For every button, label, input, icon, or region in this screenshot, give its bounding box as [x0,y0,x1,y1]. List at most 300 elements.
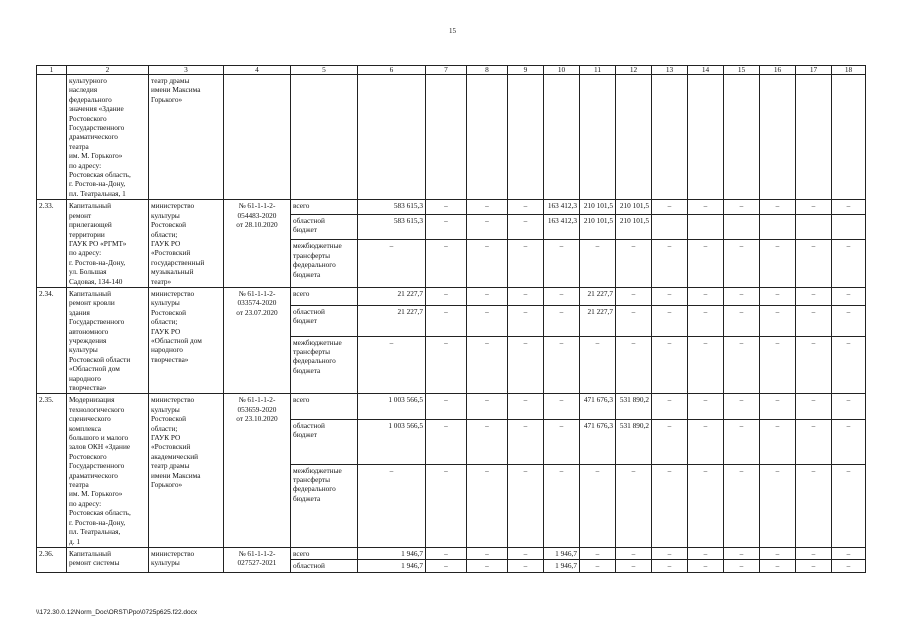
amount-cell: – [760,547,796,559]
amount-cell: 471 676,3 [580,419,616,464]
cell-line: № 61-1-1-2- [238,395,276,405]
column-header-7: 7 [426,66,467,75]
executor [149,287,224,393]
amount-cell: 210 101,5 [616,214,652,240]
cell-line: областной [293,561,325,571]
cell-line: министерство [151,201,195,211]
column-header-13: 13 [652,66,688,75]
empty-cell [760,75,796,200]
cell-line: сценического [69,414,111,424]
amount-cell: – [467,394,508,419]
cell-line: Горького» [151,480,183,490]
cell-line: пл. Театральная, 1 [69,188,126,198]
amount-cell: – [467,336,508,394]
amount-cell: – [688,464,724,547]
cell-line: Горького» [151,94,183,104]
amount-cell: – [796,240,832,288]
amount-cell: 21 227,7 [358,287,426,305]
amount-cell: – [760,560,796,572]
amount-cell [724,214,760,240]
row-number: 2.35. [37,394,67,548]
amount-cell: – [832,547,866,559]
cell-line: межбюджетные [293,241,342,251]
cell-line: академический [151,451,199,461]
executor [149,200,224,288]
table-row [37,547,866,559]
funding-source [291,560,358,572]
amount-cell: 21 227,7 [580,287,616,305]
column-header-12: 12 [616,66,652,75]
column-header-11: 11 [580,66,616,75]
amount-cell: 531 890,2 [616,394,652,419]
executor [149,394,224,548]
amount-cell: – [544,305,580,336]
empty-cell [508,75,544,200]
cell-line: театр драмы [151,461,190,471]
cell-line: им. М. Горького» [69,489,123,499]
cell-line: народного [69,373,101,383]
amount-cell: – [426,305,467,336]
cell-line: пл. Театральная, [69,527,121,537]
amount-cell: – [358,464,426,547]
amount-cell: – [544,394,580,419]
cell-line: Ростовской [151,220,187,230]
amount-cell: – [544,240,580,288]
amount-cell: – [724,394,760,419]
cell-line: Ростовской области [69,354,131,364]
amount-cell: – [508,200,544,215]
cell-line: области; [151,229,178,239]
funding-source [291,305,358,336]
amount-cell: – [467,464,508,547]
amount-cell: – [760,394,796,419]
table-row [37,287,866,305]
amount-cell: – [616,240,652,288]
column-header-10: 10 [544,66,580,75]
cell-line: ремонт системы [69,558,120,568]
cell-line: ГАУК РО [151,326,181,336]
cell-line: территории [69,229,105,239]
cell-line: бюджет [293,225,317,235]
cell-line: № 61-1-1-2- [238,548,276,558]
cell-line: всего [293,288,310,298]
amount-cell: – [796,287,832,305]
column-header-5: 5 [291,66,358,75]
empty-cell [224,75,291,200]
amount-cell: – [688,394,724,419]
cell-line: культуры [151,404,180,414]
cell-line: д. 1 [69,536,81,546]
footer-file-path: \\172.30.0.12\Norm_Doc\ORST\Ppo\0725p625.f22.docx [36,609,198,616]
amount-cell: – [652,560,688,572]
cell-line: министерство [151,548,195,558]
cell-line: Модернизация [69,395,115,405]
cell-line: 033574-2020 [237,298,277,308]
amount-cell: – [760,464,796,547]
cell-line: прилегающей [69,220,112,230]
empty-cell [832,75,866,200]
cell-line: ГАУК РО [151,433,181,443]
amount-cell: – [832,200,866,215]
cell-line: № 61-1-1-2- [238,201,276,211]
row-number [37,75,67,200]
cell-line: области; [151,423,178,433]
table-header [37,66,866,75]
amount-cell: – [796,394,832,419]
cell-line: Садовая, 134-140 [69,276,123,286]
cell-line: культуры [151,210,180,220]
amount-cell: – [688,336,724,394]
amount-cell: – [616,305,652,336]
amount-cell: – [724,336,760,394]
amount-cell: – [760,240,796,288]
amount-cell: – [652,305,688,336]
amount-cell: – [358,240,426,288]
amount-cell: – [358,336,426,394]
amount-cell: 1 946,7 [544,547,580,559]
funding-source [291,240,358,288]
column-header-6: 6 [358,66,426,75]
amount-cell: – [544,419,580,464]
amount-cell: – [760,305,796,336]
cell-line: «Областной дом [151,335,202,345]
amount-cell: – [724,419,760,464]
cell-line: технологического [69,404,125,414]
amount-cell: – [832,287,866,305]
table-body [37,75,866,573]
row-number: 2.34. [37,287,67,393]
cell-line: музыкальный [151,267,194,277]
column-header-3: 3 [149,66,224,75]
cell-line: межбюджетные [293,465,342,475]
cell-line: от 23.10.2020 [236,414,278,424]
amount-cell: – [760,336,796,394]
cell-line: театр» [151,276,172,286]
amount-cell: – [652,200,688,215]
column-header-4: 4 [224,66,291,75]
funding-source [291,287,358,305]
amount-cell: 163 412,3 [544,214,580,240]
cell-line: творчества» [151,354,189,364]
amount-cell: – [508,305,544,336]
empty-cell [616,75,652,200]
cell-line: Государственного [69,317,125,327]
amount-cell: – [832,394,866,419]
amount-cell: – [652,240,688,288]
cell-line: ГАУК РО [151,238,181,248]
amount-cell: – [467,200,508,215]
amount-cell [688,214,724,240]
amount-cell: – [832,419,866,464]
cell-line: трансферты [293,250,331,260]
column-header-18: 18 [832,66,866,75]
amount-cell: – [508,547,544,559]
amount-cell: – [688,560,724,572]
cell-line: от 23.07.2020 [236,307,278,317]
cell-line: г. Ростов-на-Дону, [69,517,126,527]
cell-line: области; [151,317,178,327]
amount-cell: – [426,214,467,240]
row-number: 2.36. [37,547,67,572]
amount-cell: 471 676,3 [580,394,616,419]
cell-line: культуры [151,558,180,568]
cell-line: Ростовской [151,307,187,317]
object-name [67,200,149,288]
funding-source [291,419,358,464]
column-header-8: 8 [467,66,508,75]
cell-line: бюджета [293,365,321,375]
column-header-14: 14 [688,66,724,75]
cell-line: ГАУК РО «РГМТ» [69,238,127,248]
cell-line: межбюджетные [293,337,342,347]
cell-line: бюджет [293,430,317,440]
cell-line: г. Ростов-на-Дону, [69,179,126,189]
funding-source [291,394,358,419]
cell-line: «Ростовский [151,442,191,452]
program-table [36,65,866,573]
column-header-15: 15 [724,66,760,75]
empty-cell [426,75,467,200]
amount-cell: – [832,560,866,572]
amount-cell: – [467,560,508,572]
column-header-16: 16 [760,66,796,75]
amount-cell: – [724,464,760,547]
empty-cell [724,75,760,200]
amount-cell: – [652,394,688,419]
amount-cell: – [508,240,544,288]
amount-cell: – [724,287,760,305]
empty-cell [652,75,688,200]
amount-cell: – [832,336,866,394]
cell-line: Государственного [69,123,125,133]
amount-cell: – [796,464,832,547]
column-header-9: 9 [508,66,544,75]
cell-line: ул. Большая [69,267,107,277]
amount-cell: – [832,240,866,288]
amount-cell: – [688,200,724,215]
amount-cell: – [467,240,508,288]
cell-line: министерство [151,288,195,298]
object-name [67,547,149,572]
amount-cell: – [426,464,467,547]
amount-cell: – [616,560,652,572]
executor [149,547,224,572]
amount-cell: – [467,287,508,305]
object-name [67,394,149,548]
column-header-17: 17 [796,66,832,75]
amount-cell: – [652,419,688,464]
row-number: 2.33. [37,200,67,288]
amount-cell: – [832,305,866,336]
empty-cell [688,75,724,200]
amount-cell: – [796,305,832,336]
empty-cell [544,75,580,200]
amount-cell: – [467,547,508,559]
cell-line: наследия [69,85,98,95]
amount-cell: – [426,560,467,572]
funding-source [291,214,358,240]
amount-cell: – [724,547,760,559]
table-row-continuation [37,75,866,200]
cell-line: трансферты [293,347,331,356]
cell-line: федерального [293,260,336,270]
column-header-1: 1 [37,66,67,75]
amount-cell: – [652,287,688,305]
cell-line: трансферты [293,474,331,484]
cell-line: № 61-1-1-2- [238,288,276,298]
amount-cell: – [467,305,508,336]
cell-line: Государственного [69,461,125,471]
empty-cell [580,75,616,200]
cell-line: бюджета [293,269,321,279]
amount-cell: – [688,240,724,288]
amount-cell: – [508,214,544,240]
amount-cell: – [616,336,652,394]
amount-cell [832,214,866,240]
cell-line: «Ростовский [151,248,191,258]
amount-cell: – [796,547,832,559]
cell-line: федерального [293,356,336,366]
cell-line: им. М. Горького» [69,151,123,161]
cell-line: творчества» [69,383,107,392]
amount-cell: – [724,560,760,572]
table-row [37,200,866,215]
cell-line: Ростовского [69,451,107,461]
cell-line: Капитальный [69,288,111,298]
cell-line: областной [293,420,325,430]
funding-source [291,547,358,559]
amount-cell: – [426,240,467,288]
amount-cell [760,214,796,240]
amount-cell: – [796,336,832,394]
empty-cell [291,75,358,200]
header-row [37,66,866,75]
document-number [224,287,291,393]
funding-source [291,336,358,394]
cell-line: ремонт [69,210,92,220]
cell-line: «Областной дом [69,364,120,374]
amount-cell: 1 946,7 [358,547,426,559]
amount-cell: – [426,394,467,419]
amount-cell: 21 227,7 [580,305,616,336]
amount-cell: 1 946,7 [358,560,426,572]
cell-line: автономного [69,326,109,336]
amount-cell: – [832,464,866,547]
amount-cell: – [508,336,544,394]
executor [149,75,224,200]
cell-line: большого и малого [69,433,129,443]
amount-cell: – [616,464,652,547]
amount-cell: – [508,287,544,305]
object-name [67,75,149,200]
table-row [37,394,866,419]
amount-cell: – [616,547,652,559]
cell-line: комплекса [69,423,102,433]
cell-line: всего [293,395,310,405]
amount-cell: 1 003 566,5 [358,419,426,464]
cell-line: федерального [293,484,336,494]
amount-cell: – [760,200,796,215]
cell-line: Ростовская область, [69,170,131,180]
empty-cell [358,75,426,200]
amount-cell: – [544,287,580,305]
cell-line: театр драмы [151,76,190,85]
cell-line: театра [69,141,89,151]
amount-cell: – [688,419,724,464]
cell-line: Ростовская область, [69,508,131,518]
amount-cell: – [580,560,616,572]
amount-cell: – [652,547,688,559]
amount-cell: – [796,200,832,215]
document-number [224,394,291,548]
amount-cell: – [467,214,508,240]
cell-line: имени Максима [151,470,201,480]
cell-line: 054483-2020 [237,210,277,220]
cell-line: г. Ростов-на-Дону, [69,257,126,267]
amount-cell: – [426,336,467,394]
cell-line: бюджет [293,315,317,325]
amount-cell: 531 890,2 [616,419,652,464]
object-name [67,287,149,393]
cell-line: бюджета [293,493,321,503]
amount-cell: – [580,547,616,559]
column-header-2: 2 [67,66,149,75]
cell-line: учреждения [69,335,107,345]
amount-cell: – [688,305,724,336]
amount-cell: – [760,287,796,305]
cell-line: 027527-2021 [237,558,277,568]
cell-line: Капитальный [69,548,111,558]
cell-line: всего [293,548,310,558]
cell-line: здания [69,307,90,317]
amount-cell: – [467,419,508,464]
cell-line: имени Максима [151,85,201,95]
cell-line: по адресу: [69,160,102,170]
cell-line: культуры [69,345,98,355]
cell-line: государственный [151,257,205,267]
amount-cell: – [796,560,832,572]
cell-line: значения «Здание [69,104,124,114]
page-number: 15 [449,27,456,35]
amount-cell: – [426,419,467,464]
amount-cell: – [724,200,760,215]
document-number [224,547,291,572]
document-number [224,200,291,288]
cell-line: театра [69,480,89,490]
funding-source [291,200,358,215]
cell-line: областной [293,215,325,225]
amount-cell: 583 615,3 [358,214,426,240]
amount-cell: – [652,464,688,547]
cell-line: 053659-2020 [237,404,277,414]
amount-cell: – [426,200,467,215]
cell-line: всего [293,201,310,211]
amount-cell: – [508,394,544,419]
cell-line: Капитальный [69,201,111,211]
amount-cell [796,214,832,240]
amount-cell: – [580,464,616,547]
amount-cell: – [544,336,580,394]
amount-cell: – [616,287,652,305]
amount-cell: 1 946,7 [544,560,580,572]
amount-cell: 210 101,5 [580,214,616,240]
amount-cell: 583 615,3 [358,200,426,215]
cell-line: по адресу: [69,498,102,508]
funding-source [291,464,358,547]
amount-cell: 163 412,3 [544,200,580,215]
cell-line: драматического [69,470,118,480]
cell-line: культурного [69,76,107,85]
